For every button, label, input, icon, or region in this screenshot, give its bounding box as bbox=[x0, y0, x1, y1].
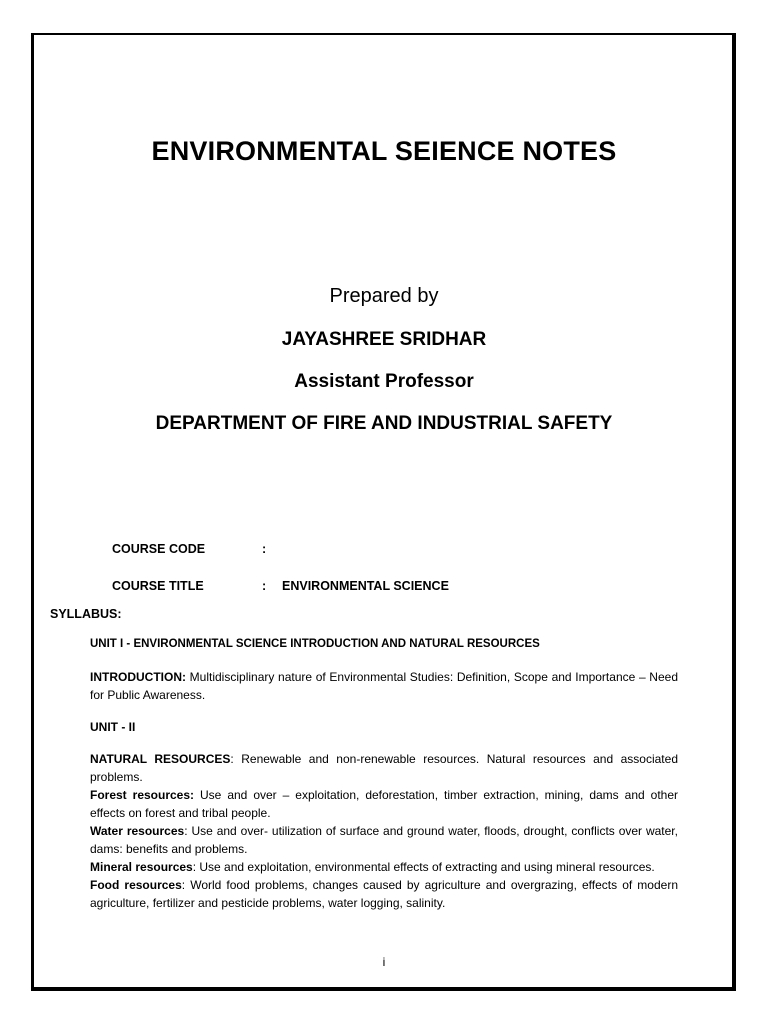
author-role: Assistant Professor bbox=[294, 371, 474, 392]
syllabus-label: SYLLABUS: bbox=[50, 607, 122, 621]
course-code-separator: : bbox=[262, 542, 267, 556]
resource-item bbox=[90, 750, 678, 786]
course-title-separator: : bbox=[262, 579, 267, 593]
unit2-heading: UNIT - II bbox=[90, 720, 136, 734]
prepared-by-label: Prepared by bbox=[329, 285, 439, 307]
resource-text: Use and over – exploitation, deforestation, timber extraction, mining, dams and other effects on forest and tribal people. bbox=[90, 788, 679, 820]
resource-text: : World food problems, changes caused by agriculture and overgrazing, effects of modern agriculture, fertilizer and pesticide problems, water logging, salinity. bbox=[90, 878, 678, 910]
resource-item bbox=[90, 822, 678, 858]
course-title-label: COURSE TITLE bbox=[112, 579, 204, 593]
introduction-term: INTRODUCTION: bbox=[90, 670, 186, 684]
resource-text: : Renewable and non-renewable resources. Natural resources and associated problems. bbox=[90, 752, 678, 784]
page-number: i bbox=[382, 955, 386, 969]
resource-item bbox=[90, 876, 678, 912]
course-code-label: COURSE CODE bbox=[112, 542, 206, 556]
author-name: JAYASHREE SRIDHAR bbox=[281, 329, 487, 350]
course-title-value: ENVIRONMENTAL SCIENCE bbox=[282, 579, 449, 593]
resource-term: Water resources bbox=[90, 824, 185, 838]
unit1-heading: UNIT I - ENVIRONMENTAL SCIENCE INTRODUCTION AND NATURAL RESOURCES bbox=[90, 638, 540, 650]
resource-text: : Use and over- utilization of surface and ground water, floods, drought, conflicts over water, dams: benefits and problems. bbox=[90, 824, 678, 856]
resources-list bbox=[90, 750, 678, 912]
document-title: ENVIRONMENTAL SEIENCE NOTES bbox=[151, 136, 617, 166]
resource-term: Forest resources: bbox=[90, 788, 195, 802]
department-name: DEPARTMENT OF FIRE AND INDUSTRIAL SAFETY bbox=[155, 413, 613, 434]
introduction-text: Multidisciplinary nature of Environmental Studies: Definition, Scope and Importance – Need for Public Awareness. bbox=[90, 670, 678, 702]
resource-item bbox=[90, 858, 678, 876]
introduction-paragraph bbox=[90, 668, 678, 704]
resource-item bbox=[90, 786, 678, 822]
resource-term: NATURAL RESOURCES bbox=[90, 752, 231, 766]
resource-term: Food resources bbox=[90, 878, 182, 892]
resource-term: Mineral resources bbox=[90, 860, 193, 874]
resource-text: : Use and exploitation, environmental effects of extracting and using mineral resources. bbox=[192, 860, 655, 874]
